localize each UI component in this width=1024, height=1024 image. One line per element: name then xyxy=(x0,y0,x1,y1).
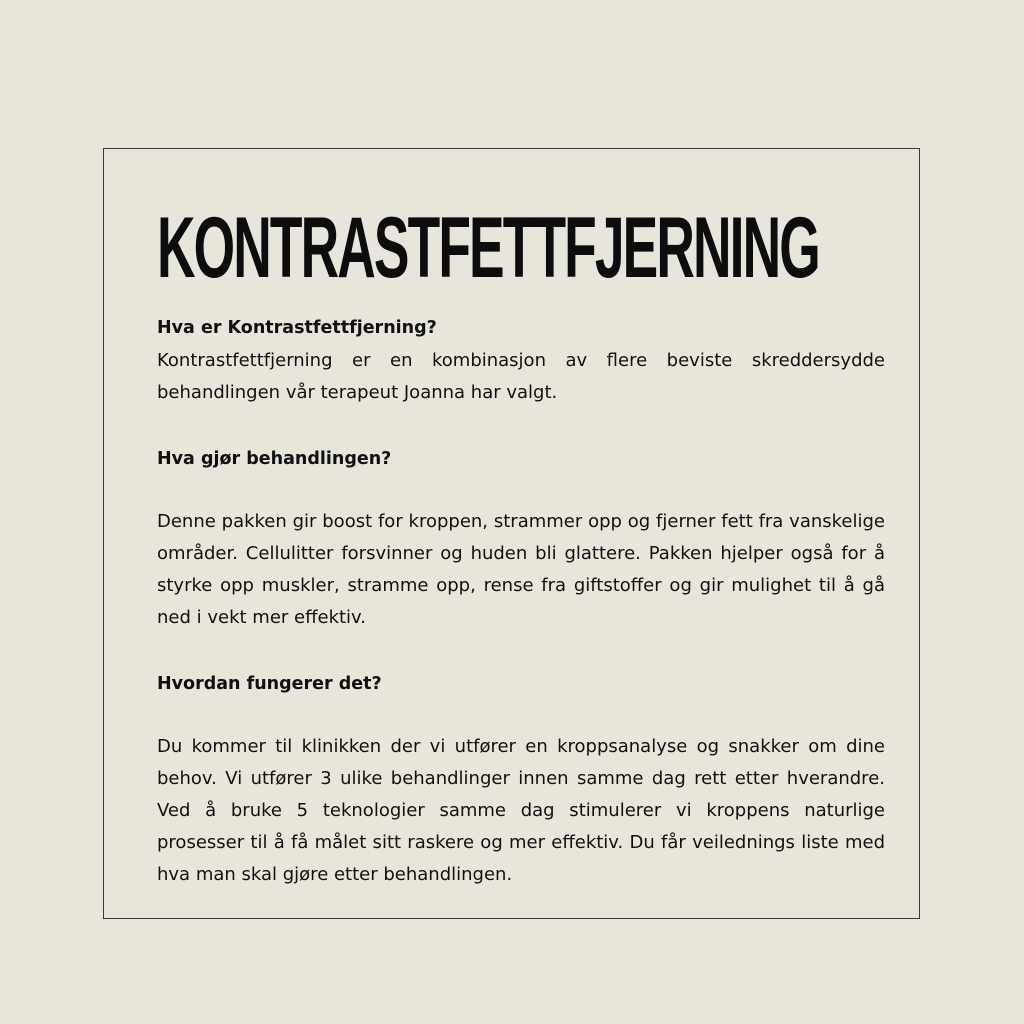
section-heading-what-is: Hva er Kontrastfettfjerning? xyxy=(157,318,437,338)
section-text-what-does: Denne pakken gir boost for kroppen, strammer opp og fjerner fett fra vanskelige områder. Cellulitter forsvinner og huden bli glattere. Pakken hjelper også for å styrke opp muskler, stramme opp, rense fra giftstoffer og gir mulighet til å gå ned i vekt mer effektiv. xyxy=(157,511,885,628)
page-title: KONTRASTFETTFJERNING xyxy=(157,200,819,296)
section-text-how-works: Du kommer til klinikken der vi utfører en kroppsanalyse og snakker om dine behov. Vi utfører 3 ulike behandlinger innen samme dag rett etter hverandre. Ved å bruke 5 teknologier samme dag stimulerer vi kroppens naturlige prosesser til å få målet sitt raskere og mer effektiv. Du får veilednings liste med hva man skal gjøre etter behandlingen. xyxy=(157,736,885,885)
section-heading-what-does: Hva gjør behandlingen? xyxy=(157,449,392,469)
section-heading-how-works: Hvordan fungerer det? xyxy=(157,674,382,694)
section-text-what-is: Kontrastfettfjerning er en kombinasjon av flere beviste skreddersydde behandlingen vår terapeut Joanna har valgt. xyxy=(157,350,885,403)
